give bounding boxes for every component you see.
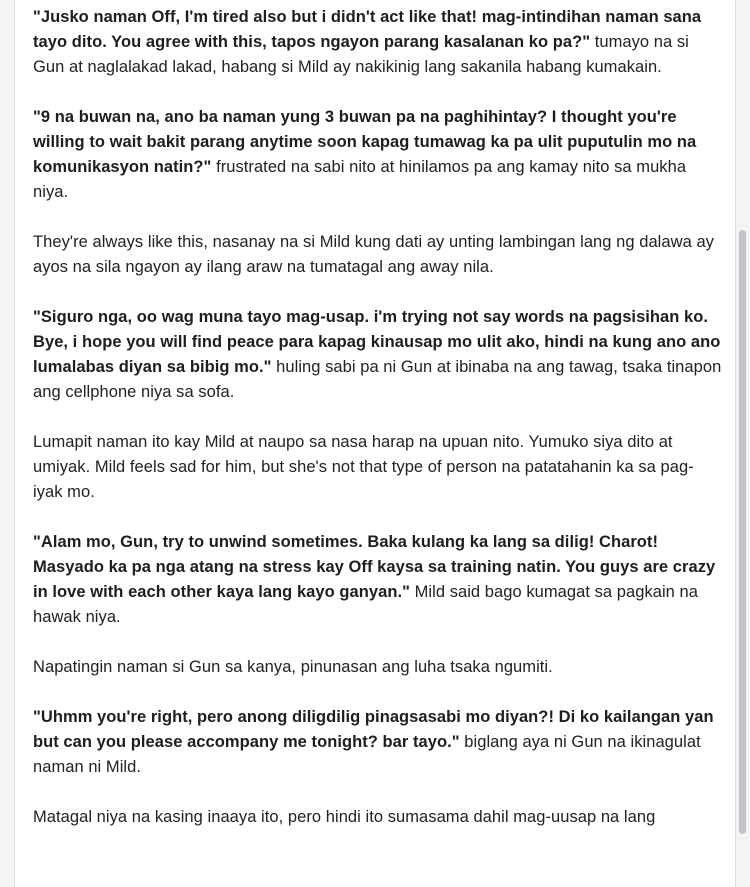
narration-text: biglang aya ni Gun na ikinagulat naman ni Mild. [33, 733, 701, 776]
paragraph-7 [33, 655, 723, 680]
story-text [33, 5, 723, 855]
paragraph-6 [33, 530, 723, 630]
dialogue-text: "Jusko naman Off, I'm tired also but i didn't act like that! mag-intindihan naman sana tayo dito. You agree with this, tapos ngayon parang kasalanan ko pa?" [33, 8, 702, 51]
paragraph-5 [33, 430, 723, 505]
dialogue-text: "9 na buwan na, ano ba naman yung 3 buwan pa na paghihintay? I thought you're willing to wait bakit parang anytime soon kapag tumawag ka pa ulit puputulin mo na komunikasyon natin?" [33, 108, 697, 176]
narration-text: Napatingin naman si Gun sa kanya, pinunasan ang luha tsaka ngumiti. [33, 658, 553, 676]
paragraph-2 [33, 105, 723, 205]
narration-text: Mild said bago kumagat sa pagkain na hawak niya. [33, 583, 698, 626]
narration-text: Lumapit naman ito kay Mild at naupo sa nasa harap na upuan nito. Yumuko siya dito at umiyak. Mild feels sad for him, but she's not that type of person na patatahanin ka sa pag-iyak mo. [33, 433, 694, 501]
document-page [14, 0, 736, 887]
dialogue-text: "Siguro nga, oo wag muna tayo mag-usap. i'm trying not say words na pagsisihan ko. Bye, i hope you will find peace para kapag kinausap mo ulit ako, hindi na kung ano ano lumalabas diyan sa bibig mo." [33, 308, 721, 376]
paragraph-8 [33, 705, 723, 780]
paragraph-9 [33, 805, 723, 830]
narration-text: tumayo na si Gun at naglalakad lakad, habang si Mild ay nakikinig lang sakanila habang kumakain. [33, 33, 689, 76]
narration-text: They're always like this, nasanay na si Mild kung dati ay unting lambingan lang ng dalawa ay ayos na sila ngayon ay ilang araw na tumatagal ang away nila. [33, 233, 714, 276]
dialogue-text: "Uhmm you're right, pero anong diligdilig pinagsasabi mo diyan?! Di ko kailangan yan but can you please accompany me tonight? bar tayo." [33, 708, 714, 751]
paragraph-4 [33, 305, 723, 405]
narration-text: huling sabi pa ni Gun at ibinaba na ang tawag, tsaka tinapon ang cellphone niya sa sofa. [33, 358, 722, 401]
scrollbar-thumb[interactable] [739, 230, 746, 834]
paragraph-3 [33, 230, 723, 280]
dialogue-text: "Alam mo, Gun, try to unwind sometimes. Baka kulang ka lang sa dilig! Charot! Masyado ka pa nga atang na stress kay Off kaysa sa training natin. You guys are crazy in love with each other kaya lang kayo ganyan." [33, 533, 716, 601]
narration-text: frustrated na sabi nito at hinilamos pa ang kamay nito sa mukha niya. [33, 158, 687, 201]
paragraph-1 [33, 5, 723, 80]
narration-text: Matagal niya na kasing inaaya ito, pero hindi ito sumasama dahil mag-uusap na lang [33, 808, 656, 826]
